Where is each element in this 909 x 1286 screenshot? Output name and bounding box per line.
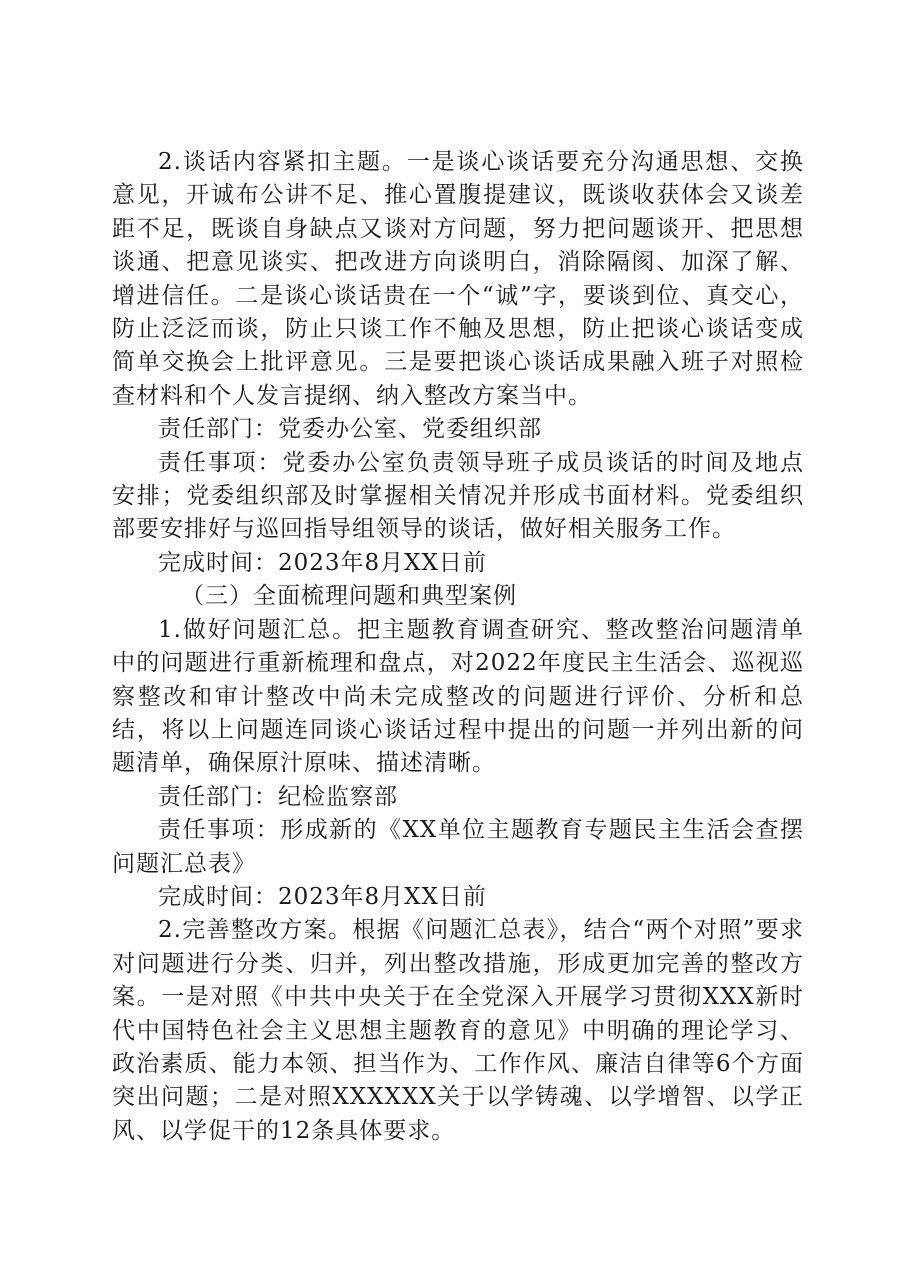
paragraph-responsible-dept: 责任部门：纪检监察部	[158, 783, 398, 810]
section-heading: （三）全面梳理问题和典型案例	[181, 583, 517, 610]
paragraph-completion-time: 完成时间：2023年8月XX日前	[158, 549, 487, 576]
paragraph-responsible-items: 责任事项：党委办公室负责领导班子成员谈话的时间及地点安排；党委组织部及时掌握相关情况并形成书面材料。党委组织部要安排好与巡回指导组领导的谈话，做好相关服务工作。	[112, 449, 804, 543]
paragraph-responsible-items: 责任事项：形成新的《XX单位主题教育专题民主生活会查摆问题汇总表》	[112, 817, 804, 877]
paragraph-talk-content: 2.谈话内容紧扣主题。一是谈心谈话要充分沟通思想、交换意见，开诚布公讲不足、推心置腹提建议，既谈收获体会又谈差距不足，既谈自身缺点又谈对方问题，努力把问题谈开、把思想谈通、把意见谈实、把改进方向谈明白，消除隔阂、加深了解、增进信任。二是谈心谈话贵在一个“诚”字，要谈到位、真交心，防止泛泛而谈，防止只谈工作不触及思想，防止把谈心谈话变成简单交换会上批评意见。三是要把谈心谈话成果融入班子对照检查材料和个人发言提纲、纳入整改方案当中。	[112, 149, 804, 409]
paragraph-completion-time: 完成时间：2023年8月XX日前	[158, 883, 487, 910]
paragraph-rectification-plan: 2.完善整改方案。根据《问题汇总表》，结合“两个对照”要求对问题进行分类、归并，列出整改措施，形成更加完善的整改方案。一是对照《中共中央关于在全党深入开展学习贯彻XXX新时代中国特色社会主义思想主题教育的意见》中明确的理论学习、政治素质、能力本领、担当作为、工作作风、廉洁自律等6个方面突出问题；二是对照XXXXXX关于以学铸魂、以学增智、以学正风、以学促干的12条具体要求。	[112, 917, 804, 1144]
paragraph-responsible-dept: 责任部门：党委办公室、党委组织部	[158, 416, 542, 443]
document-body	[112, 146, 804, 1148]
paragraph-problem-summary: 1.做好问题汇总。把主题教育调查研究、整改整治问题清单中的问题进行重新梳理和盘点，对2022年度民主生活会、巡视巡察整改和审计整改中尚未完成整改的问题进行评价、分析和总结，将以上问题连同谈心谈话过程中提出的问题一并列出新的问题清单，确保原汁原味、描述清晰。	[112, 616, 804, 777]
